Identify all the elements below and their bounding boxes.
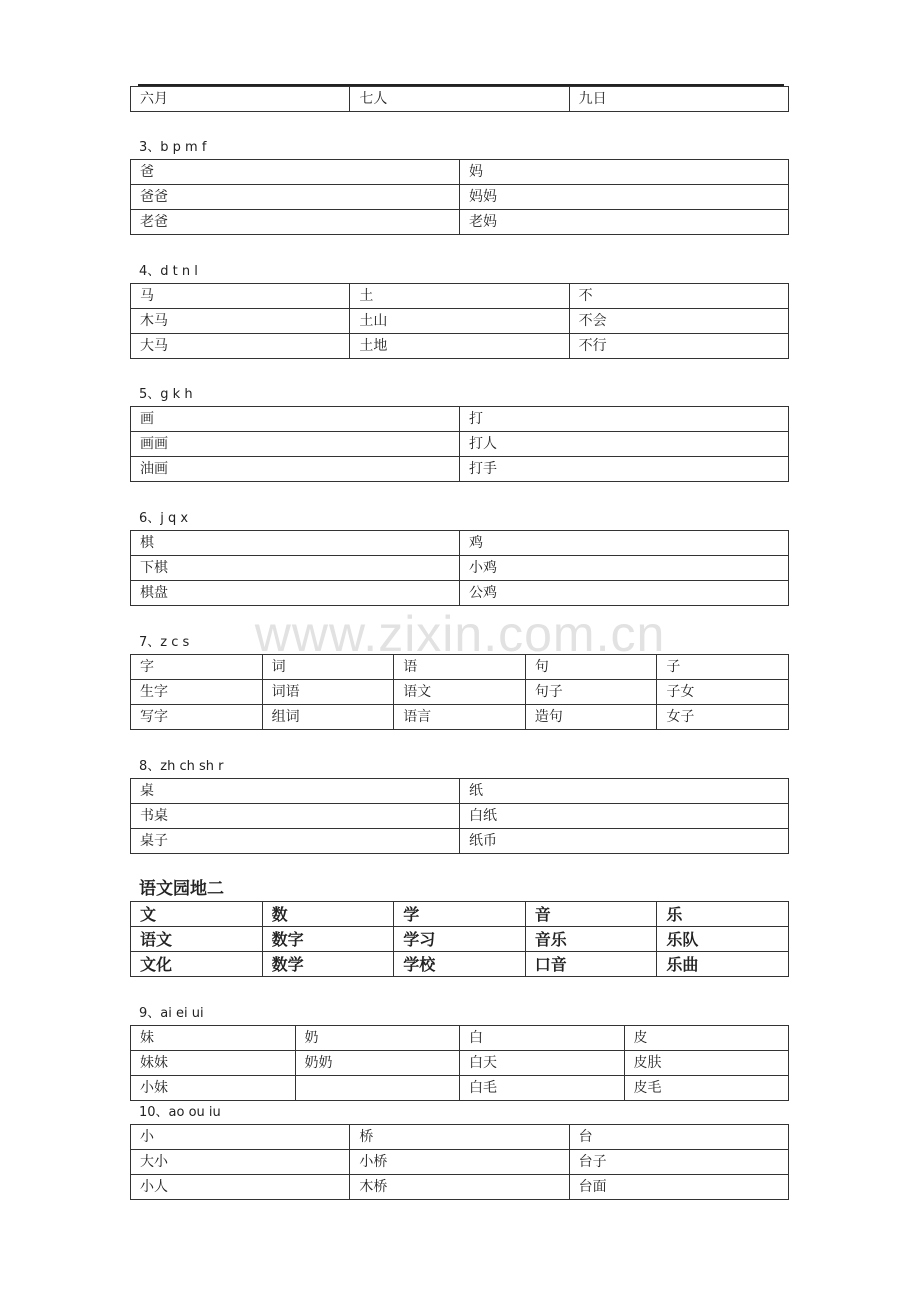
table-row bbox=[131, 1175, 789, 1200]
table-cell: 下棋 bbox=[131, 556, 460, 581]
table-row bbox=[131, 1051, 789, 1076]
table-cell: 学校 bbox=[394, 952, 526, 977]
table-section-4 bbox=[130, 283, 789, 359]
section-heading-6: 6、j q x bbox=[139, 511, 189, 526]
table-row bbox=[131, 87, 789, 112]
table-cell: 鸡 bbox=[460, 531, 789, 556]
table-cell: 皮肤 bbox=[624, 1051, 789, 1076]
table-cell: 纸币 bbox=[460, 829, 789, 854]
table-cell: 妹 bbox=[131, 1026, 296, 1051]
table-row bbox=[131, 407, 789, 432]
table-section-7 bbox=[130, 654, 789, 730]
table-cell: 子 bbox=[657, 655, 789, 680]
table-row bbox=[131, 779, 789, 804]
table-cell: 土 bbox=[350, 284, 569, 309]
table-cell: 子女 bbox=[657, 680, 789, 705]
table-cell: 马 bbox=[131, 284, 350, 309]
table-row bbox=[131, 829, 789, 854]
table-cell: 妹妹 bbox=[131, 1051, 296, 1076]
table-cell: 棋盘 bbox=[131, 581, 460, 606]
table-top bbox=[130, 86, 789, 112]
table-cell: 妈妈 bbox=[460, 185, 789, 210]
section-heading-9: 9、ai ei ui bbox=[139, 1006, 204, 1021]
table-cell: 数字 bbox=[262, 927, 394, 952]
table-row bbox=[131, 952, 789, 977]
table-row bbox=[131, 1150, 789, 1175]
table-cell: 写字 bbox=[131, 705, 263, 730]
table-cell: 文 bbox=[131, 902, 263, 927]
table-cell: 词 bbox=[262, 655, 394, 680]
watermark: www.zixin.com.cn bbox=[254, 606, 666, 662]
table-cell: 数 bbox=[262, 902, 394, 927]
table-cell: 语文 bbox=[131, 927, 263, 952]
table-row bbox=[131, 1125, 789, 1150]
table-cell: 乐曲 bbox=[657, 952, 789, 977]
table-cell: 奶 bbox=[295, 1026, 460, 1051]
table-cell: 白纸 bbox=[460, 804, 789, 829]
table-section-10 bbox=[130, 1124, 789, 1200]
table-cell: 女子 bbox=[657, 705, 789, 730]
table-cell: 土地 bbox=[350, 334, 569, 359]
table-cell: 造句 bbox=[525, 705, 657, 730]
table-row bbox=[131, 531, 789, 556]
table-cell: 桌子 bbox=[131, 829, 460, 854]
table-cell: 语文 bbox=[394, 680, 526, 705]
table-cell: 小人 bbox=[131, 1175, 350, 1200]
table-cell: 小桥 bbox=[350, 1150, 569, 1175]
table-row bbox=[131, 1026, 789, 1051]
table-cell: 台子 bbox=[569, 1150, 788, 1175]
table-cell: 小鸡 bbox=[460, 556, 789, 581]
table-cell: 数学 bbox=[262, 952, 394, 977]
section-heading-10: 10、ao ou iu bbox=[139, 1105, 221, 1120]
table-cell: 台面 bbox=[569, 1175, 788, 1200]
table-cell: 音 bbox=[525, 902, 657, 927]
table-row bbox=[131, 284, 789, 309]
table-cell: 学习 bbox=[394, 927, 526, 952]
table-cell: 大马 bbox=[131, 334, 350, 359]
section-heading-7: 7、z c s bbox=[139, 635, 190, 650]
table-cell: 小妹 bbox=[131, 1076, 296, 1101]
table-cell: 书桌 bbox=[131, 804, 460, 829]
table-cell: 棋 bbox=[131, 531, 460, 556]
table-cell: 公鸡 bbox=[460, 581, 789, 606]
table-row bbox=[131, 902, 789, 927]
table-cell: 打手 bbox=[460, 457, 789, 482]
table-cell: 不行 bbox=[569, 334, 788, 359]
table-cell: 大小 bbox=[131, 1150, 350, 1175]
table-cell: 白天 bbox=[460, 1051, 625, 1076]
table-cell: 七人 bbox=[350, 87, 569, 112]
table-cell: 六月 bbox=[131, 87, 350, 112]
table-row bbox=[131, 309, 789, 334]
table-row bbox=[131, 1076, 789, 1101]
table-section-9 bbox=[130, 1025, 789, 1101]
table-cell: 爸 bbox=[131, 160, 460, 185]
table-cell: 老爸 bbox=[131, 210, 460, 235]
table-cell: 白 bbox=[460, 1026, 625, 1051]
table-section-8 bbox=[130, 778, 789, 854]
table-cell: 不 bbox=[569, 284, 788, 309]
table-cell: 老妈 bbox=[460, 210, 789, 235]
table-cell: 字 bbox=[131, 655, 263, 680]
table-cell: 音乐 bbox=[525, 927, 657, 952]
table-row bbox=[131, 160, 789, 185]
table-section-6 bbox=[130, 530, 789, 606]
table-row bbox=[131, 210, 789, 235]
table-cell: 纸 bbox=[460, 779, 789, 804]
table-cell: 妈 bbox=[460, 160, 789, 185]
table-cell: 皮毛 bbox=[624, 1076, 789, 1101]
table-cell: 组词 bbox=[262, 705, 394, 730]
table-cell: 土山 bbox=[350, 309, 569, 334]
table-row bbox=[131, 680, 789, 705]
table-cell: 词语 bbox=[262, 680, 394, 705]
table-cell: 乐 bbox=[657, 902, 789, 927]
table-cell: 打 bbox=[460, 407, 789, 432]
section-heading-4: 4、d t n l bbox=[139, 264, 198, 279]
table-cell: 爸爸 bbox=[131, 185, 460, 210]
table-cell: 油画 bbox=[131, 457, 460, 482]
table-cell bbox=[295, 1076, 460, 1101]
table-row bbox=[131, 556, 789, 581]
table-cell: 不会 bbox=[569, 309, 788, 334]
table-row bbox=[131, 432, 789, 457]
section-heading-3: 3、b p m f bbox=[139, 140, 207, 155]
table-row bbox=[131, 581, 789, 606]
table-section-yuwen-yuandi bbox=[130, 901, 789, 977]
table-cell: 打人 bbox=[460, 432, 789, 457]
table-cell: 学 bbox=[394, 902, 526, 927]
table-cell: 木桥 bbox=[350, 1175, 569, 1200]
table-cell: 奶奶 bbox=[295, 1051, 460, 1076]
table-cell: 语言 bbox=[394, 705, 526, 730]
table-row bbox=[131, 655, 789, 680]
table-cell: 九日 bbox=[569, 87, 788, 112]
table-cell: 画 bbox=[131, 407, 460, 432]
table-section-5 bbox=[130, 406, 789, 482]
table-section-3 bbox=[130, 159, 789, 235]
table-row bbox=[131, 804, 789, 829]
table-cell: 口音 bbox=[525, 952, 657, 977]
section-heading-8: 8、zh ch sh r bbox=[139, 759, 224, 774]
table-cell: 生字 bbox=[131, 680, 263, 705]
table-cell: 木马 bbox=[131, 309, 350, 334]
table-cell: 句子 bbox=[525, 680, 657, 705]
table-cell: 文化 bbox=[131, 952, 263, 977]
table-cell: 台 bbox=[569, 1125, 788, 1150]
table-cell: 桌 bbox=[131, 779, 460, 804]
table-row bbox=[131, 927, 789, 952]
section-heading-yuwen-yuandi: 语文园地二 bbox=[139, 879, 224, 899]
table-cell: 小 bbox=[131, 1125, 350, 1150]
table-cell: 语 bbox=[394, 655, 526, 680]
table-row bbox=[131, 457, 789, 482]
table-row bbox=[131, 334, 789, 359]
table-row bbox=[131, 705, 789, 730]
section-heading-5: 5、g k h bbox=[139, 387, 193, 402]
table-cell: 白毛 bbox=[460, 1076, 625, 1101]
table-cell: 桥 bbox=[350, 1125, 569, 1150]
table-cell: 画画 bbox=[131, 432, 460, 457]
table-cell: 皮 bbox=[624, 1026, 789, 1051]
table-cell: 句 bbox=[525, 655, 657, 680]
table-cell: 乐队 bbox=[657, 927, 789, 952]
table-row bbox=[131, 185, 789, 210]
